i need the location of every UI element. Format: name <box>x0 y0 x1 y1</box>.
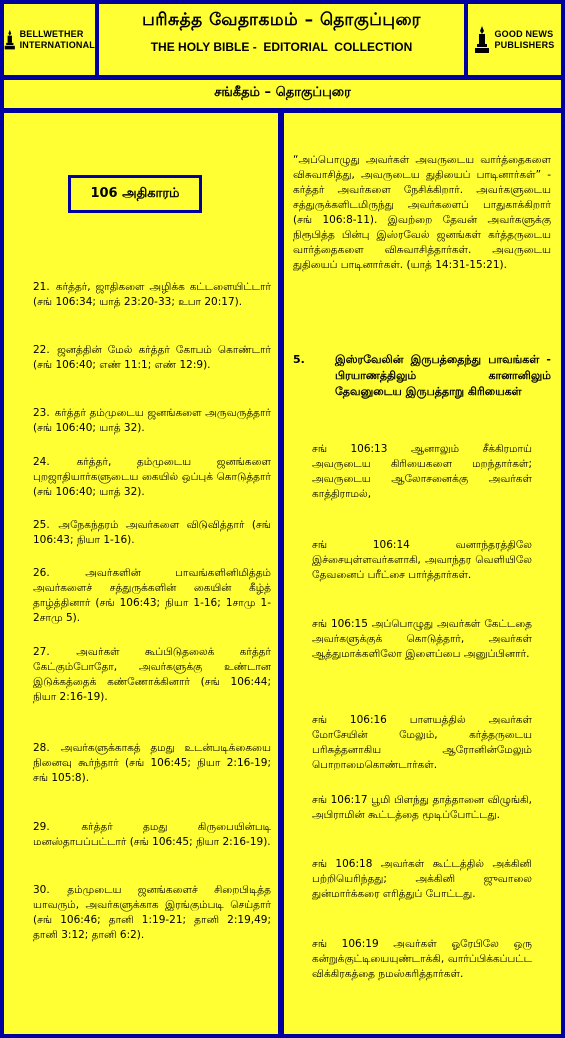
list-item <box>33 741 271 786</box>
title-tamil: பரிசுத்த வேதாகமம் – தொகுப்புரை <box>142 10 421 30</box>
entry-text: அவர்கள் கூப்பிடுதலைக் கர்த்தர் கேட்கும்போதோ, அவர்களுக்கு உண்டான இடுக்கத்தைக் கண்ணோக்கினார் (சங் 106:44; நியா 2:16-19). <box>33 646 271 703</box>
list-item <box>33 280 271 310</box>
verse-paragraph: சங் 106:15 அப்பொழுது அவர்கள் கேட்டதை அவர்களுக்குக் கொடுத்தார், அவர்கள் ஆத்துமாக்களிலோ இளைப்பை அனுப்பினார். <box>312 618 532 660</box>
intro-paragraph: “அப்பொழுது அவர்கள் அவருடைய வார்த்தைகளை விசுவாசித்து, அவருடைய துதியைப் பாடினார்கள்” - கர்த்தர் அவர்களை நேசிக்கிறார். அவர்களுடைய சத்துருக்களிடமிருந்து அவர்களைப் பாதுகாக்கிறார் (சங் 106:8-11). இவற்றை தேவன் அவர்களுக்கு நிரூபித்த பின்பு இஸ்ரவேல் ஜனங்கள் கர்த்தருடைய வார்த்தைகளை விசுவாசித்தார்கள். அவருடைய துதியைப் பாடினார்கள். (யாத் 14:31-15:21). <box>293 154 551 271</box>
list-item <box>33 343 271 373</box>
entry-text: கர்த்தர் தமது கிருபையின்படி மனஸ்தாபப்பட்டார் (சங் 106:45; நியா 2:16-19). <box>33 821 271 848</box>
left-logo-text <box>20 29 95 51</box>
section-title: சங்கீதம் – தொகுப்புரை <box>214 85 351 100</box>
heading-number: 5. <box>293 353 305 366</box>
verse-paragraph: சங் 106:18 அவர்கள் கூட்டத்தில் அக்கினி பற்றியெரிந்தது; அக்கினி ஜுவாலை துன்மார்க்கரை எரித்துப் போட்டது. <box>312 858 532 900</box>
left-logo-panel <box>4 4 95 75</box>
header-title-panel <box>99 4 464 75</box>
entry-text: கர்த்தர், தம்முடைய ஜனங்களை புறஜாதியார்களுடைய கையில் ஒப்புக் கொடுத்தார் (சங் 106:40; யாத் 32). <box>33 456 271 498</box>
chapter-badge: 106 அதிகாரம் <box>68 175 202 213</box>
verse-paragraph: சங் 106:13 ஆனாலும் சீக்கிரமாய் அவருடைய கிரியைகளை மறந்தார்கள்; அவருடைய ஆலோசனைக்கு அவர்கள் காத்திராமல், <box>312 443 532 500</box>
list-item <box>33 883 271 943</box>
left-logo-line1: BELLWETHER <box>19 28 84 39</box>
lamp-icon <box>4 25 16 55</box>
entry-text: ஜனத்தின் மேல் கர்த்தர் கோபம் கொண்டார் (சங் 106:40; எண் 11:1; எண் 12:9). <box>33 344 271 371</box>
entry-number: 27. <box>33 646 50 658</box>
lamp-icon <box>474 25 490 55</box>
right-logo-line2: PUBLISHERS <box>494 39 555 50</box>
entry-text: அவர்களுக்காகத் தமது உடன்படிக்கையை நினைவு கூர்ந்தார் (சங் 106:45; நியா 2:16-19; சங் 105:8). <box>33 742 271 784</box>
entry-text: கர்த்தர், ஜாதிகளை அழிக்க கட்டளையிட்டார் (சங் 106:34; யாத் 23:20-33; உபா 20:17). <box>33 281 272 308</box>
entry-text: அநேகந்தரம் அவர்களை விடுவித்தார் (சங் 106:43; நியா 1-16). <box>33 519 271 546</box>
section-heading <box>293 352 551 400</box>
right-logo-line1: GOOD NEWS <box>494 28 554 39</box>
list-item <box>33 645 271 705</box>
entry-number: 21. <box>33 281 50 293</box>
entry-number: 28. <box>33 742 50 754</box>
list-item <box>33 455 271 500</box>
heading-text: இஸ்ரவேலின் இருபத்தைந்து பாவங்கள் - பிரயாணத்திலும் கானானிலும் தேவனுடைய இருபத்தாறு கிரியைகள் <box>335 353 551 398</box>
left-logo-line2: INTERNATIONAL <box>19 39 95 50</box>
right-logo-text <box>494 29 554 51</box>
section-title-bar <box>4 80 561 108</box>
list-item <box>33 566 271 626</box>
list-item <box>33 518 271 548</box>
list-item <box>33 406 271 436</box>
entry-number: 24. <box>33 456 50 468</box>
entry-number: 30. <box>33 884 50 896</box>
entry-number: 22. <box>33 344 50 356</box>
verse-paragraph: சங் 106:17 பூமி பிளந்து தாத்தானை விழுங்கி, அபிராமின் கூட்டத்தை மூடிப்போட்டது. <box>312 794 532 821</box>
verse-paragraph: சங் 106:19 அவர்கள் ஓரேபிலே ஒரு கன்றுக்குட்டியையுண்டாக்கி, வார்ப்பிக்கப்பட்ட விக்கிரகத்தை நமஸ்கரித்தார்கள். <box>312 938 532 980</box>
entry-number: 26. <box>33 567 50 579</box>
right-logo-panel <box>468 4 561 75</box>
list-item <box>33 820 271 850</box>
entry-number: 23. <box>33 407 50 419</box>
verse-paragraph: சங் 106:14 வனாந்தரத்திலே இச்சையுள்ளவர்களாகி, அவாந்தர வெளியிலே தேவனைப் பரீட்சை பார்த்தார்கள். <box>312 539 532 581</box>
entry-number: 25. <box>33 519 50 531</box>
entry-text: கர்த்தர் தம்முடைய ஜனங்களை அருவருத்தார் (சங் 106:40; யாத் 32). <box>33 407 271 434</box>
entry-text: தம்முடைய ஜனங்களைச் சிறைபிடித்த யாவரும், அவர்களுக்காக இரங்கும்படி செய்தார் (சங் 106:46; தானி 1:19-21; தானி 2:19,49; தானி 3:12; தானி 6:2). <box>33 884 271 941</box>
verse-paragraph: சங் 106:16 பாளயத்தில் அவர்கள் மோசேயின் மேலும், கர்த்தருடைய பரிசுத்தனாகிய ஆரோனின்மேலும் பொறாமைகொண்டார்கள். <box>312 714 532 771</box>
entry-number: 29. <box>33 821 50 833</box>
entry-text: அவர்களின் பாவங்களினிமித்தம் அவர்களைச் சத்துருக்களின் கையின் கீழ்த் தாழ்த்தினார் (சங் 106:43; நியா 1-16; 1சாமு 1-2சாமு 5). <box>33 567 271 624</box>
title-english: THE HOLY BIBLE - EDITORIAL COLLECTION <box>150 40 413 54</box>
